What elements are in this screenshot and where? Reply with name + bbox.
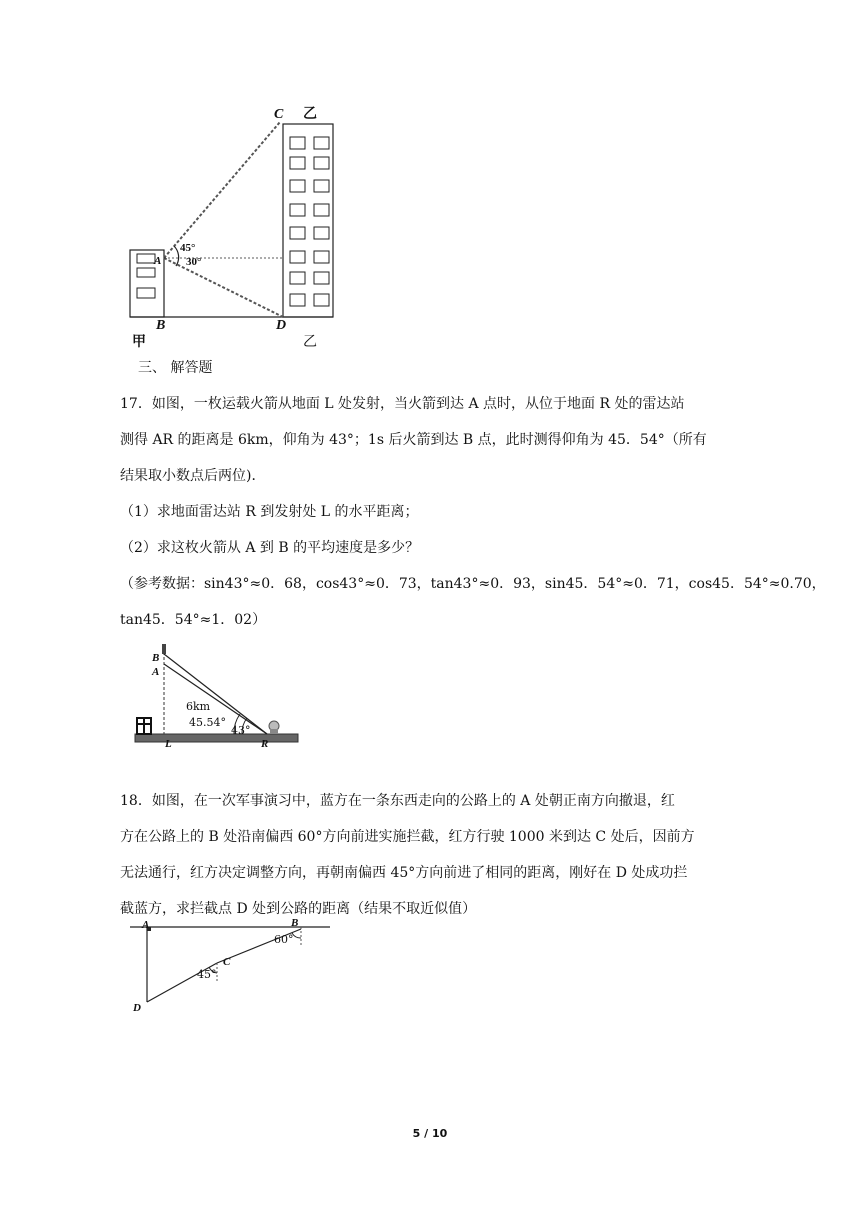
- fig18-angle-60: 60°: [274, 933, 294, 946]
- rocket: [162, 644, 166, 654]
- q17-line-1: 17．如图，一枚运载火箭从地面 L 处发射，当火箭到达 A 点时，从位于地面 R 处的雷达站: [120, 396, 685, 412]
- fig17-label-b: B: [152, 652, 160, 664]
- fig16-angle-45: 45°: [180, 242, 196, 254]
- fig16-label-b: B: [156, 318, 166, 333]
- q17-ref-1: （参考数据：sin43°≈0．68，cos43°≈0．73，tan43°≈0．93，sin45．54°≈0．71，cos45．54°≈0.70，: [120, 576, 826, 592]
- q18-line-3: 无法通行，红方决定调整方向，再朝南偏西 45°方向前进了相同的距离，刚好在 D 处成功拦: [120, 865, 688, 881]
- fig16-label-c: C: [274, 107, 284, 122]
- q18-line-2: 方在公路上的 B 处沿南偏西 60°方向前进实施拦截，红方行驶 1000 米到达 C 处后，因前方: [120, 829, 695, 845]
- q17-sub-1: （1）求地面雷达站 R 到发射处 L 的水平距离；: [120, 504, 419, 520]
- fig16-label-d: D: [276, 318, 287, 333]
- fig16-label-yi-top: 乙: [303, 106, 317, 122]
- fig17-dist: 6km: [186, 700, 211, 713]
- fig16-label-a: A: [154, 255, 162, 267]
- q18-line-4: 截蓝方，求拦截点 D 处到公路的距离（结果不取近似值）: [120, 901, 477, 917]
- fig17-label-r: R: [261, 738, 269, 750]
- fig17-angle-big: 45.54°: [189, 716, 226, 729]
- fig18-label-c: C: [223, 956, 231, 968]
- section-title: 三、 解答题: [138, 360, 213, 376]
- fig16-label-jia: 甲: [132, 334, 146, 350]
- fig17-label-a: A: [152, 666, 160, 678]
- building-yi: [283, 124, 333, 317]
- fig16-label-yi-bottom: 乙: [303, 334, 317, 350]
- q17-line-3: 结果取小数点后两位)．: [120, 468, 266, 484]
- q18-line-1: 18．如图，在一次军事演习中，蓝方在一条东西走向的公路上的 A 处朝正南方向撤退，红: [120, 793, 675, 809]
- ground-bar: [135, 734, 298, 742]
- fig18-label-b: B: [291, 917, 299, 929]
- q17-ref-2: tan45．54°≈1．02）: [120, 612, 267, 628]
- fig17-angle-small: 43°: [231, 724, 251, 737]
- q17-line-2: 测得 AR 的距离是 6km，仰角为 43°；1s 后火箭到达 B 点，此时测得仰角为 45．54°（所有: [120, 432, 707, 448]
- fig18-angle-45: 45°: [197, 968, 217, 981]
- fig18-label-d: D: [133, 1002, 141, 1014]
- figure-interception: [125, 915, 340, 1020]
- fig16-angle-30: 30°: [186, 256, 202, 268]
- sight-line-ad: [164, 258, 283, 317]
- q17-sub-2: （2）求这枚火箭从 A 到 B 的平均速度是多少？: [120, 540, 420, 556]
- page-number: 5 / 10: [412, 1127, 448, 1140]
- fig18-label-a: A: [142, 919, 150, 931]
- fig17-label-l: L: [165, 738, 172, 750]
